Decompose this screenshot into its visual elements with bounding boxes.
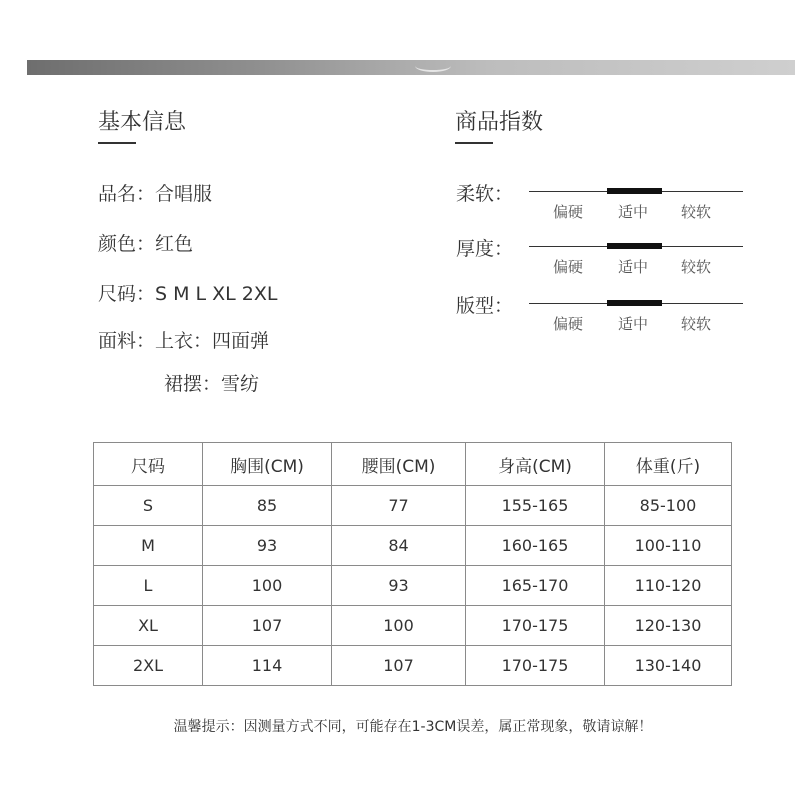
cell-size: XL [94, 606, 203, 646]
cell-weight: 110-120 [605, 566, 732, 606]
metric-thickness-label: 厚度： [456, 238, 514, 260]
scale-mid-label: 适中 [618, 258, 649, 276]
cell-size: L [94, 566, 203, 606]
cell-size: S [94, 486, 203, 526]
scale-high-label: 较软 [681, 315, 712, 333]
metric-softness-scale [529, 185, 743, 225]
cell-waist: 100 [332, 606, 466, 646]
size-chart-table [93, 442, 732, 686]
scale-selected-marker [607, 300, 662, 306]
product-index-title-text: 商品指数 [455, 110, 544, 135]
cell-height: 165-170 [466, 566, 605, 606]
table-row [94, 606, 732, 646]
basic-info-title-underline [98, 142, 136, 144]
info-color: 颜色：红色 [98, 233, 194, 255]
basic-info-title-text: 基本信息 [98, 110, 187, 135]
metric-softness-label: 柔软： [456, 183, 514, 205]
cell-chest: 93 [203, 526, 332, 566]
table-row [94, 526, 732, 566]
cell-height: 160-165 [466, 526, 605, 566]
cell-height: 170-175 [466, 646, 605, 686]
info-fabric-skirt: 裙摆：雪纺 [164, 373, 260, 395]
top-banner-image [27, 60, 795, 75]
header-size: 尺码 [94, 443, 203, 486]
cell-chest: 100 [203, 566, 332, 606]
cell-waist: 84 [332, 526, 466, 566]
cell-weight: 120-130 [605, 606, 732, 646]
header-height: 身高(CM) [466, 443, 605, 486]
cell-weight: 100-110 [605, 526, 732, 566]
header-weight: 体重(斤) [605, 443, 732, 486]
scale-high-label: 较软 [681, 258, 712, 276]
metric-thickness-scale [529, 240, 743, 280]
measurement-note: 温馨提示：因测量方式不同，可能存在1-3CM误差，属正常现象，敬请谅解！ [173, 719, 653, 735]
metric-fit-label: 版型： [456, 295, 514, 317]
cell-waist: 93 [332, 566, 466, 606]
cell-weight: 85-100 [605, 486, 732, 526]
cell-size: M [94, 526, 203, 566]
cell-chest: 107 [203, 606, 332, 646]
metric-fit-scale [529, 297, 743, 337]
header-chest: 胸围(CM) [203, 443, 332, 486]
table-row [94, 566, 732, 606]
product-index-title [455, 112, 543, 134]
scale-selected-marker [607, 188, 662, 194]
product-index-title-underline [455, 142, 493, 144]
cell-size: 2XL [94, 646, 203, 686]
info-fabric: 面料：上衣：四面弹 [98, 330, 270, 352]
scale-low-label: 偏硬 [553, 258, 584, 276]
table-row [94, 486, 732, 526]
scale-mid-label: 适中 [618, 203, 649, 221]
basic-info-title [98, 112, 186, 134]
info-name: 品名：合唱服 [98, 183, 213, 205]
scale-low-label: 偏硬 [553, 315, 584, 333]
header-waist: 腰围(CM) [332, 443, 466, 486]
scale-low-label: 偏硬 [553, 203, 584, 221]
cell-chest: 85 [203, 486, 332, 526]
cell-weight: 130-140 [605, 646, 732, 686]
info-size: 尺码：S M L XL 2XL [98, 283, 278, 305]
scale-high-label: 较软 [681, 203, 712, 221]
scale-mid-label: 适中 [618, 315, 649, 333]
cell-chest: 114 [203, 646, 332, 686]
banner-fold-detail [415, 60, 451, 72]
cell-waist: 107 [332, 646, 466, 686]
table-row [94, 646, 732, 686]
scale-selected-marker [607, 243, 662, 249]
cell-height: 155-165 [466, 486, 605, 526]
table-header-row [94, 443, 732, 486]
cell-height: 170-175 [466, 606, 605, 646]
cell-waist: 77 [332, 486, 466, 526]
